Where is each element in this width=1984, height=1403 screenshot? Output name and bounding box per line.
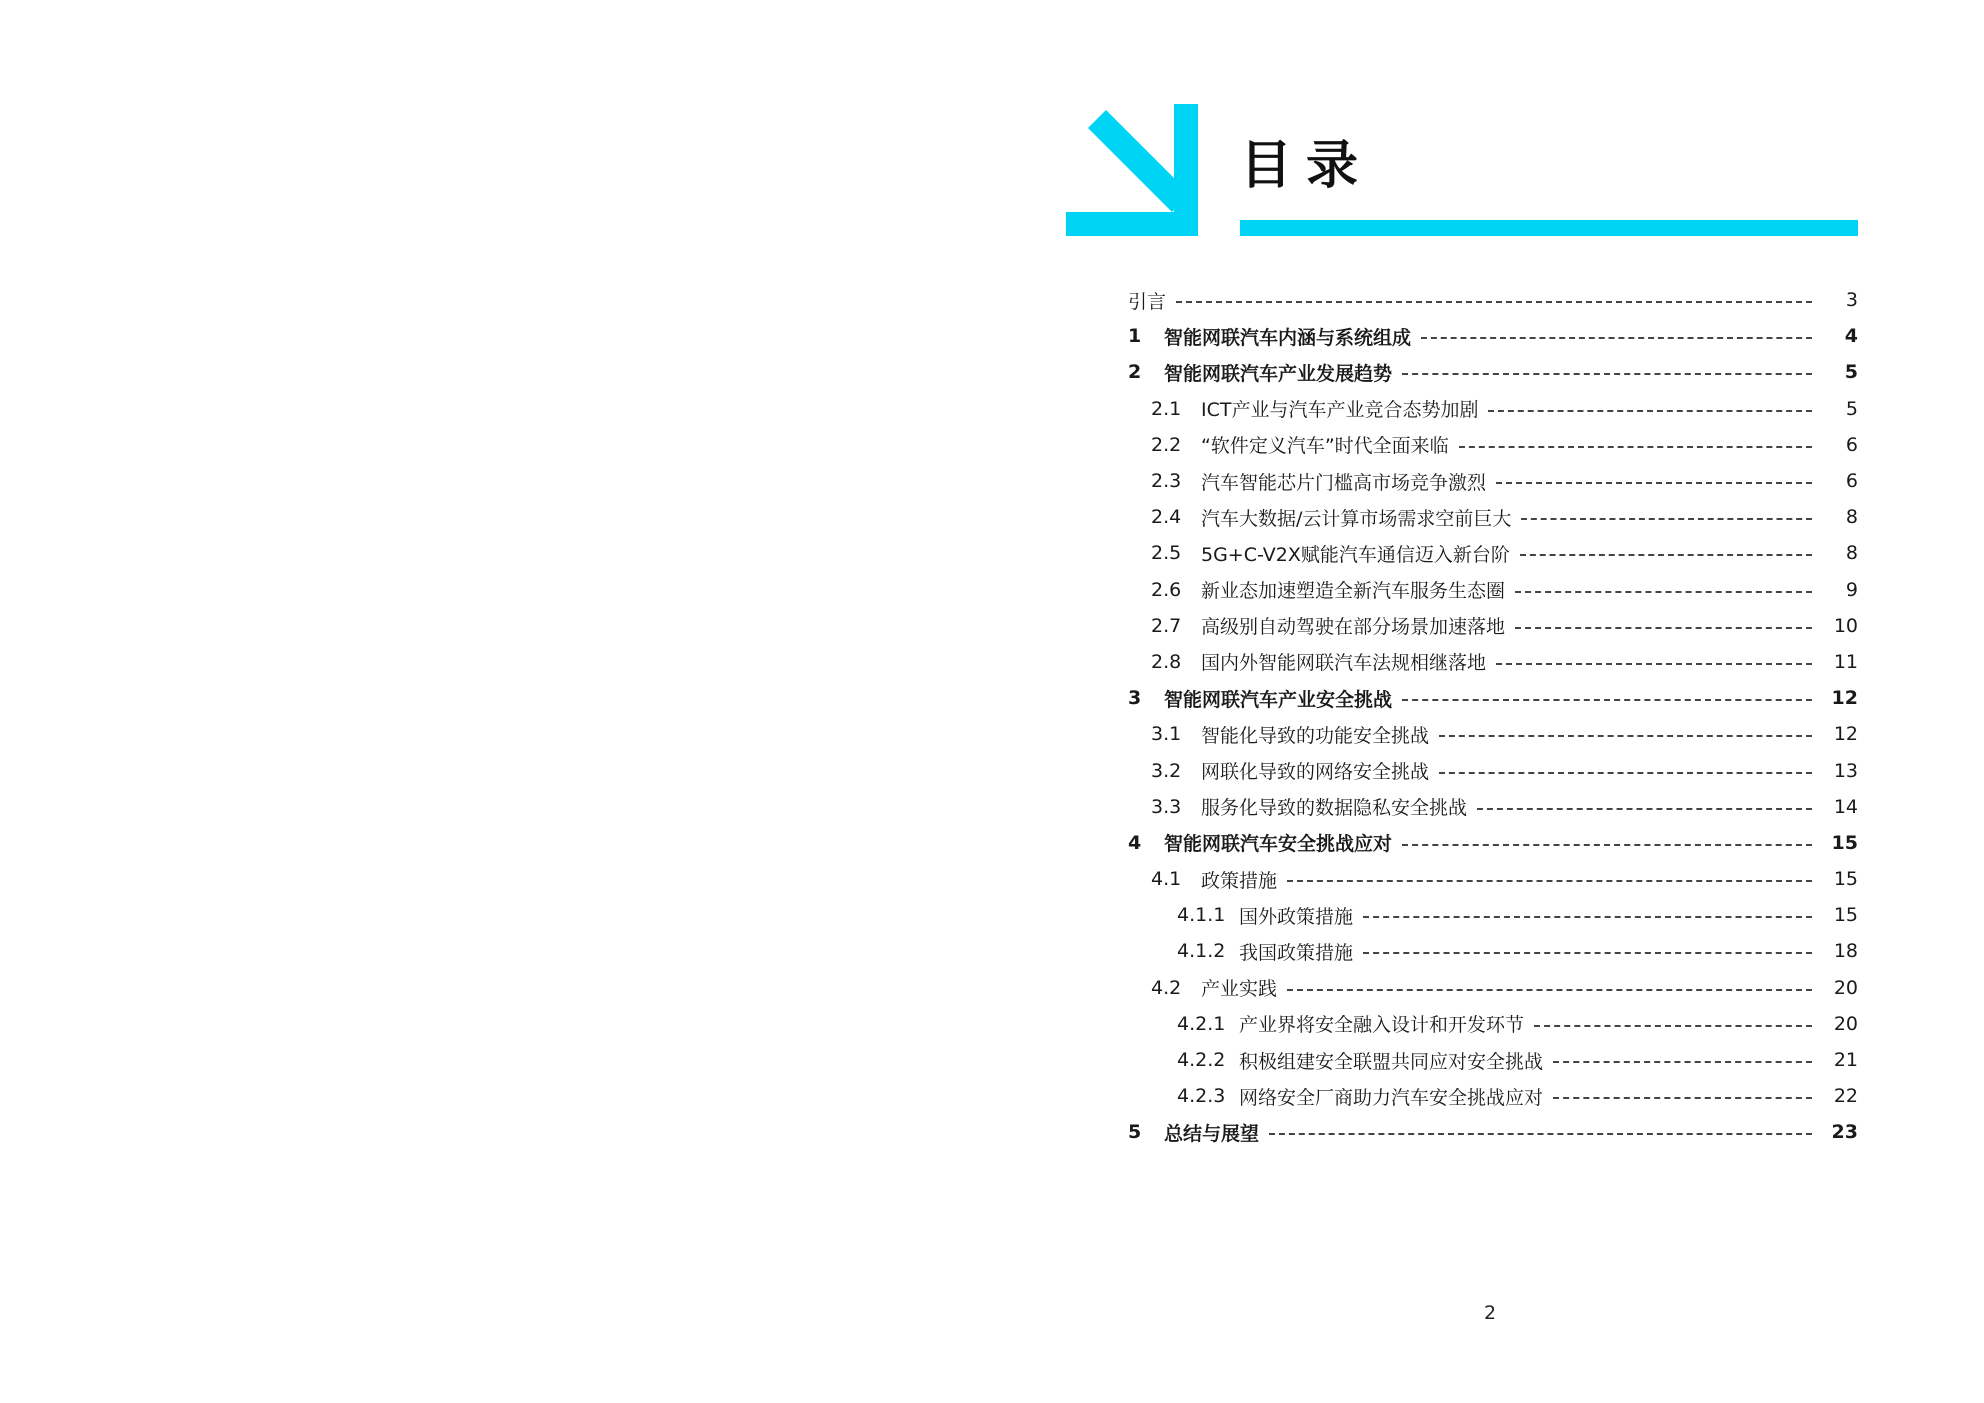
toc-entry-label: 智能化导致的功能安全挑战: [1201, 724, 1430, 747]
toc-entry-label: 国内外智能网联汽车法规相继落地: [1201, 652, 1487, 675]
toc-entry[interactable]: [1128, 789, 1858, 825]
toc-entry[interactable]: [1128, 1114, 1858, 1150]
toc-entry[interactable]: [1128, 1006, 1858, 1042]
toc-entry[interactable]: [1128, 354, 1858, 390]
dotted-leader: [1402, 373, 1812, 375]
toc-entry[interactable]: [1128, 463, 1858, 499]
toc-entry[interactable]: [1128, 499, 1858, 535]
toc-entry-label: 引言: [1128, 290, 1167, 313]
toc-entry[interactable]: [1128, 1078, 1858, 1114]
toc-entry-label: 积极组建安全联盟共同应对安全挑战: [1239, 1050, 1544, 1073]
toc-entry-page: 12: [1833, 723, 1858, 746]
toc-entry-label: 网络安全厂商助力汽车安全挑战应对: [1239, 1086, 1544, 1109]
toc-entry-number: 3.1: [1151, 723, 1182, 746]
toc-entry-label: 产业实践: [1201, 978, 1278, 1001]
table-of-contents: [1128, 282, 1858, 1151]
toc-entry-number: 3.3: [1151, 795, 1182, 818]
toc-entry-number: 2.8: [1151, 650, 1182, 673]
toc-entry-number: 3.2: [1151, 759, 1182, 782]
toc-entry-label: 新业态加速塑造全新汽车服务生态圈: [1201, 580, 1506, 603]
toc-entry-label: “软件定义汽车”时代全面来临: [1201, 435, 1449, 458]
toc-entry-number: 5: [1128, 1121, 1142, 1144]
toc-entry[interactable]: [1128, 861, 1858, 897]
dotted-leader: [1534, 1025, 1812, 1027]
toc-entry-number: 2.5: [1151, 542, 1182, 565]
toc-entry-page: 5: [1845, 397, 1858, 420]
dotted-leader: [1459, 446, 1812, 448]
arrow-down-right-icon: [1062, 100, 1202, 240]
toc-entry-page: 8: [1845, 542, 1858, 565]
dotted-leader: [1439, 735, 1812, 737]
toc-entry-number: 2: [1128, 361, 1142, 384]
toc-entry-label: 网联化导致的网络安全挑战: [1201, 761, 1430, 784]
toc-entry-label: 智能网联汽车产业安全挑战: [1164, 688, 1393, 711]
toc-entry-label: 国外政策措施: [1239, 905, 1354, 928]
toc-entry-number: 4.1.1: [1177, 904, 1226, 927]
toc-entry-label: 智能网联汽车内涵与系统组成: [1164, 326, 1412, 349]
toc-entry-page: 14: [1833, 795, 1858, 818]
toc-entry-number: 4.1: [1151, 868, 1182, 891]
toc-entry[interactable]: [1128, 897, 1858, 933]
toc-entry[interactable]: [1128, 933, 1858, 969]
toc-entry-number: 4.2: [1151, 976, 1182, 999]
dotted-leader: [1553, 1097, 1812, 1099]
dotted-leader: [1515, 591, 1812, 593]
toc-entry-page: 22: [1833, 1085, 1858, 1108]
toc-entry-label: 智能网联汽车产业发展趋势: [1164, 362, 1393, 385]
toc-entry-page: 20: [1833, 976, 1858, 999]
toc-entry[interactable]: [1128, 680, 1858, 716]
toc-entry-label: 高级别自动驾驶在部分场景加速落地: [1201, 616, 1506, 639]
page-title: 目录: [1240, 136, 1373, 196]
dotted-leader: [1287, 880, 1812, 882]
toc-entry-label: 智能网联汽车安全挑战应对: [1164, 833, 1393, 856]
toc-entry-number: 4.2.1: [1177, 1012, 1226, 1035]
toc-entry-number: 2.7: [1151, 614, 1182, 637]
toc-entry-page: 10: [1833, 614, 1858, 637]
toc-entry[interactable]: [1128, 391, 1858, 427]
dotted-leader: [1553, 1061, 1812, 1063]
toc-entry[interactable]: [1128, 752, 1858, 788]
toc-entry-label: 政策措施: [1201, 869, 1278, 892]
dotted-leader: [1496, 663, 1812, 665]
toc-entry-label: 我国政策措施: [1239, 941, 1354, 964]
toc-entry-label: 5G+C-V2X赋能汽车通信迈入新台阶: [1201, 543, 1510, 566]
dotted-leader: [1176, 301, 1812, 303]
toc-entry-page: 3: [1845, 289, 1858, 312]
toc-entry[interactable]: [1128, 644, 1858, 680]
toc-entry-page: 8: [1845, 506, 1858, 529]
toc-entry[interactable]: [1128, 572, 1858, 608]
dotted-leader: [1269, 1133, 1812, 1135]
toc-entry-label: 总结与展望: [1164, 1122, 1260, 1145]
toc-entry-page: 23: [1831, 1121, 1858, 1144]
toc-entry[interactable]: [1128, 608, 1858, 644]
toc-entry-label: 产业界将安全融入设计和开发环节: [1239, 1014, 1525, 1037]
toc-entry-number: 4.1.2: [1177, 940, 1226, 963]
toc-entry-page: 15: [1833, 868, 1858, 891]
toc-entry-number: 2.6: [1151, 578, 1182, 601]
toc-entry-page: 13: [1833, 759, 1858, 782]
dotted-leader: [1521, 518, 1812, 520]
dotted-leader: [1439, 772, 1812, 774]
dotted-leader: [1363, 916, 1812, 918]
toc-entry-label: 服务化导致的数据隐私安全挑战: [1201, 797, 1468, 820]
toc-entry-page: 6: [1845, 470, 1858, 493]
dotted-leader: [1402, 844, 1812, 846]
title-underline-bar: [1240, 220, 1858, 236]
page-number: 2: [1483, 1302, 1497, 1324]
toc-entry-label: ICT产业与汽车产业竞合态势加剧: [1201, 399, 1479, 422]
toc-entry[interactable]: [1128, 970, 1858, 1006]
dotted-leader: [1477, 808, 1812, 810]
toc-entry-page: 5: [1844, 361, 1858, 384]
toc-entry-number: 2.1: [1151, 397, 1182, 420]
toc-entry-number: 2.3: [1151, 470, 1182, 493]
toc-entry-page: 15: [1831, 831, 1858, 854]
toc-entry[interactable]: [1128, 282, 1858, 318]
toc-entry-number: 4: [1128, 831, 1142, 854]
dotted-leader: [1421, 337, 1812, 339]
toc-entry-label: 汽车智能芯片门槛高市场竞争激烈: [1201, 471, 1487, 494]
toc-entry-number: 4.2.2: [1177, 1049, 1226, 1072]
toc-entry-label: 汽车大数据/云计算市场需求空前巨大: [1201, 507, 1512, 530]
toc-entry-page: 9: [1845, 578, 1858, 601]
toc-entry-number: 4.2.3: [1177, 1085, 1226, 1108]
toc-entry[interactable]: [1128, 716, 1858, 752]
dotted-leader: [1402, 699, 1812, 701]
toc-entry[interactable]: [1128, 427, 1858, 463]
dotted-leader: [1488, 410, 1812, 412]
toc-entry-page: 15: [1833, 904, 1858, 927]
dotted-leader: [1363, 952, 1812, 954]
toc-entry-page: 21: [1833, 1049, 1858, 1072]
toc-entry[interactable]: [1128, 825, 1858, 861]
toc-entry-page: 12: [1831, 687, 1858, 710]
toc-entry-number: 2.4: [1151, 506, 1182, 529]
toc-entry-page: 20: [1833, 1012, 1858, 1035]
toc-entry[interactable]: [1128, 1042, 1858, 1078]
toc-entry-page: 6: [1845, 433, 1858, 456]
toc-entry-page: 18: [1833, 940, 1858, 963]
dotted-leader: [1520, 554, 1812, 556]
dotted-leader: [1496, 482, 1812, 484]
dotted-leader: [1287, 989, 1812, 991]
toc-entry-number: 2.2: [1151, 433, 1182, 456]
toc-entry[interactable]: [1128, 535, 1858, 571]
toc-entry-number: 3: [1128, 687, 1142, 710]
toc-entry-number: 1: [1128, 325, 1142, 348]
toc-entry-page: 4: [1844, 325, 1858, 348]
toc-entry-page: 11: [1833, 650, 1858, 673]
toc-entry[interactable]: [1128, 318, 1858, 354]
dotted-leader: [1515, 627, 1812, 629]
